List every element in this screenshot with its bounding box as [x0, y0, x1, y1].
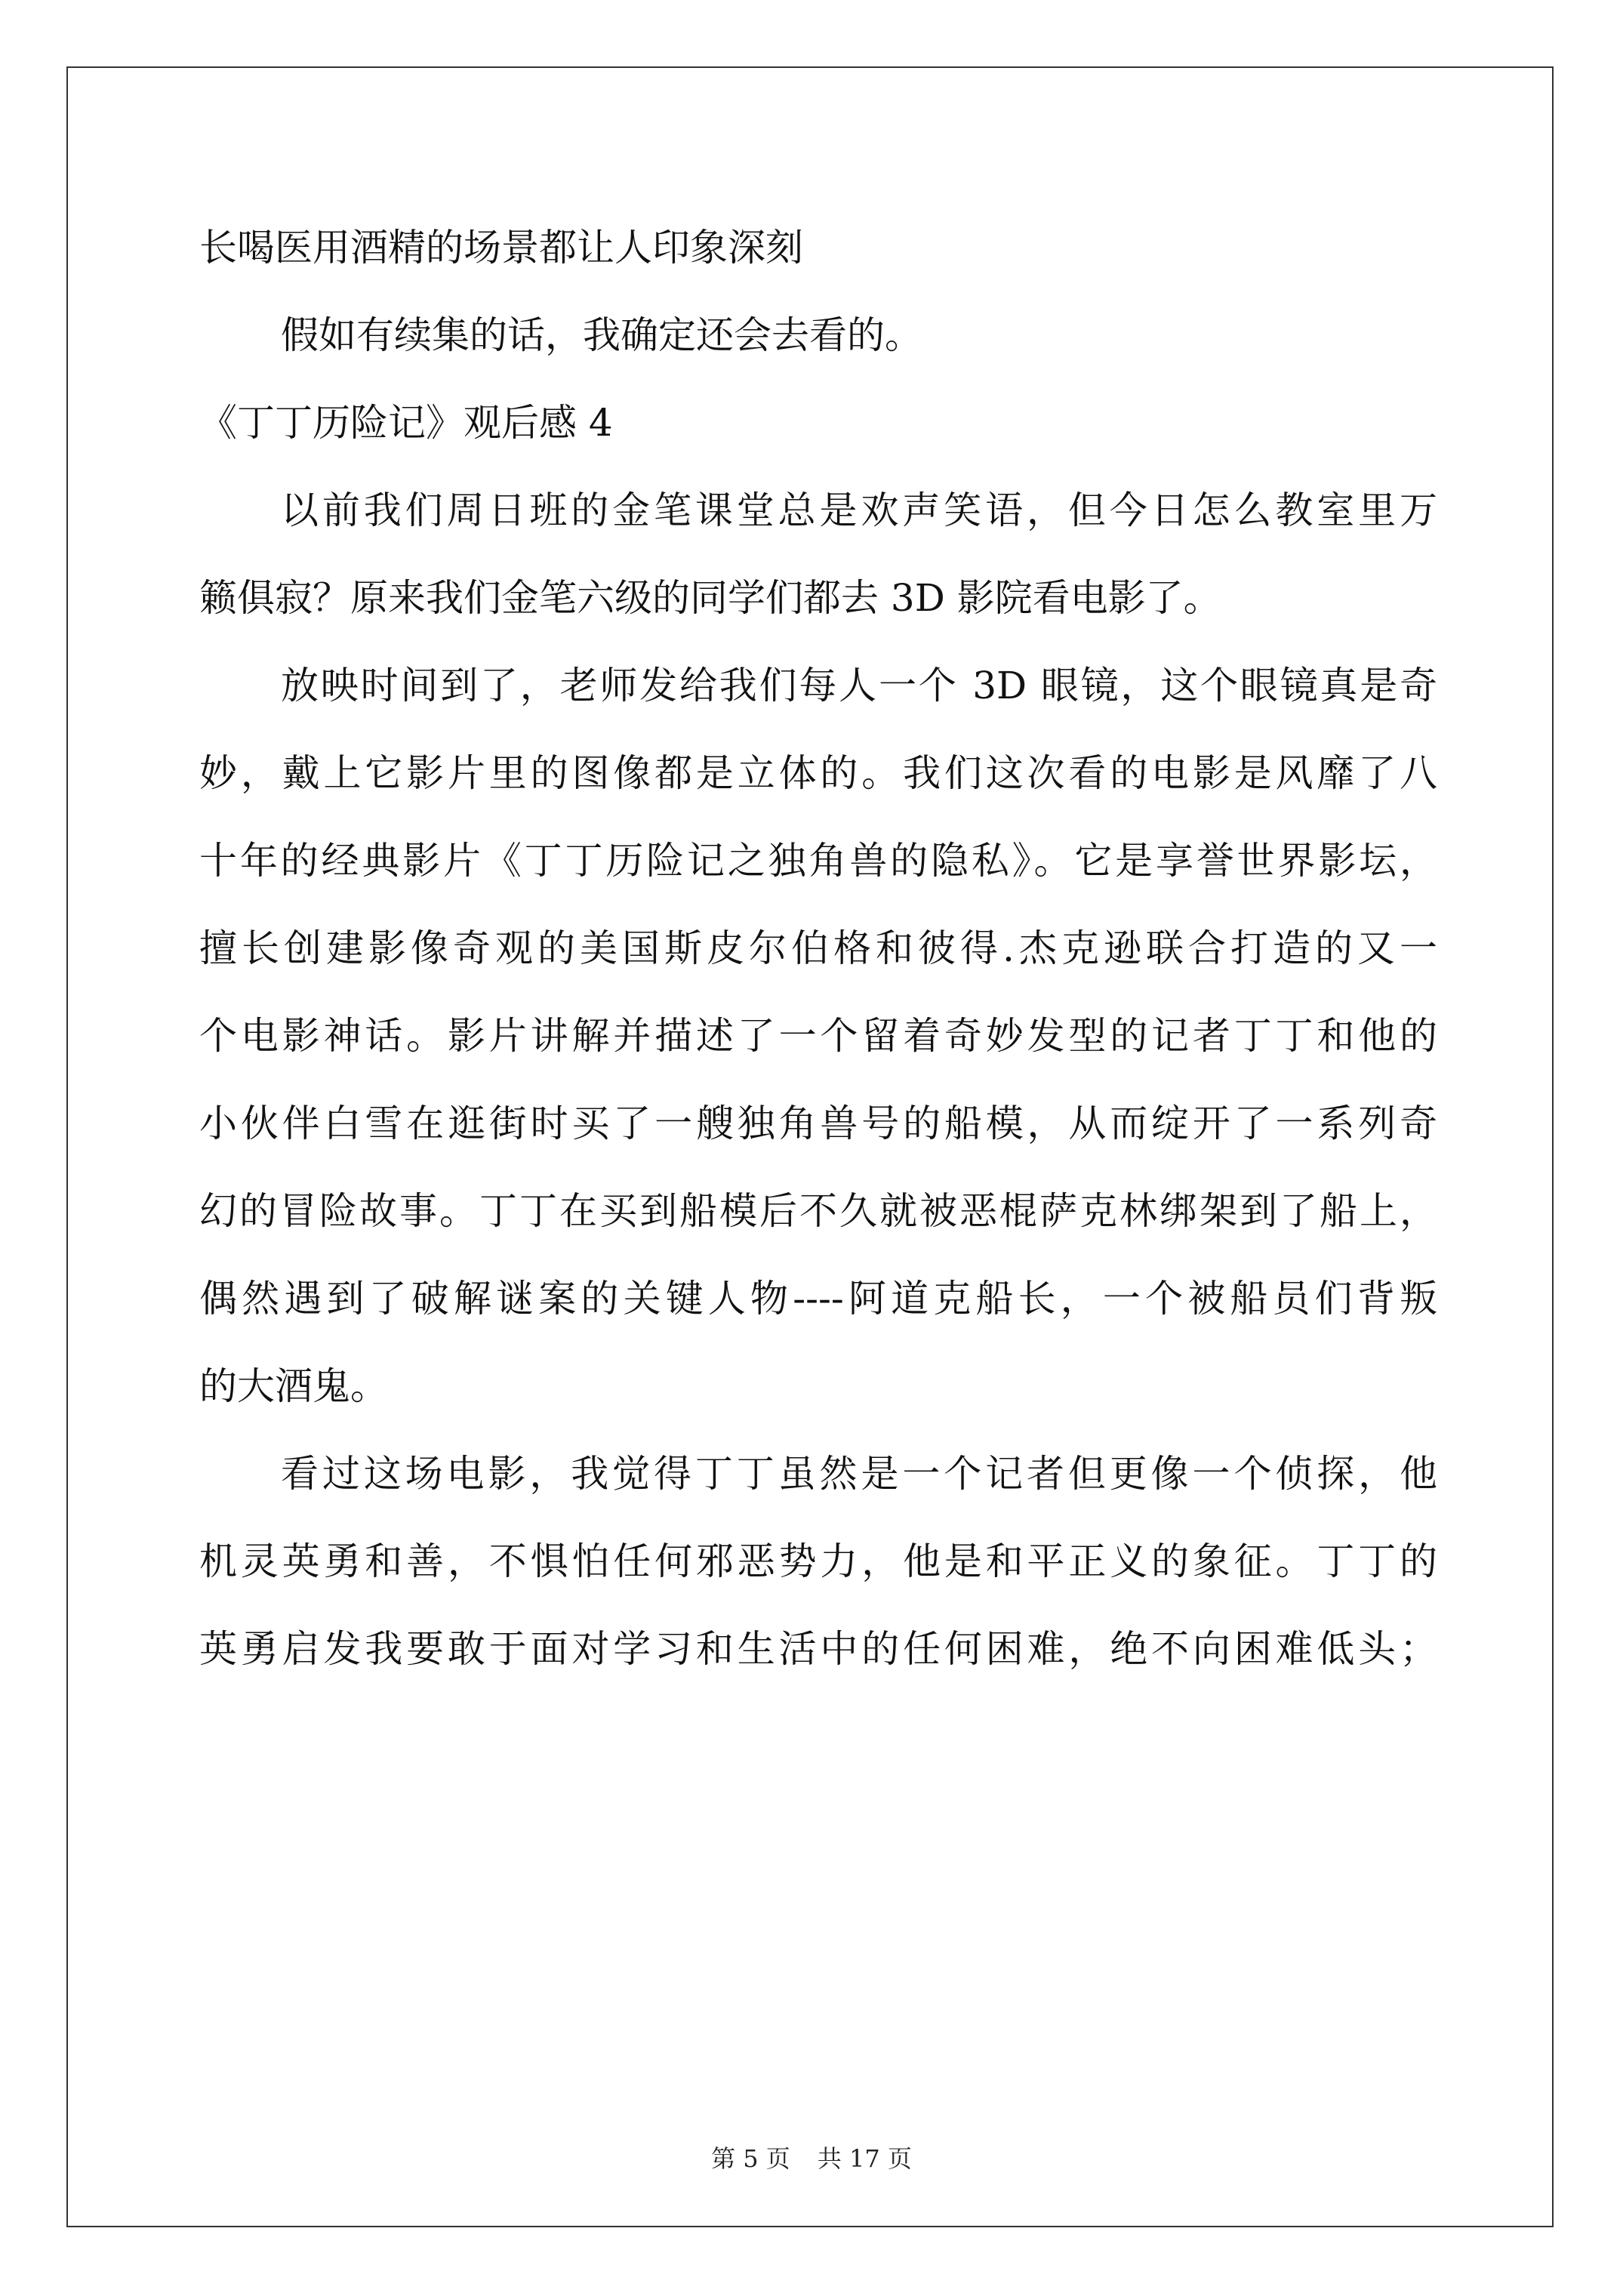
- text-line: 的大酒鬼。: [199, 1364, 388, 1408]
- text-line: 个电影神话。影片讲解并描述了一个留着奇妙发型的记者丁丁和他的: [199, 1014, 1437, 1058]
- text-line: 长喝医用酒精的场景都让人印象深刻: [199, 226, 803, 270]
- text-line: 偶然遇到了破解谜案的关键人物----阿道克船长，一个被船员们背叛: [199, 1277, 1437, 1321]
- page-footer: [0, 2140, 1623, 2174]
- text-line: 机灵英勇和善，不惧怕任何邪恶势力，他是和平正义的象征。丁丁的: [199, 1539, 1437, 1583]
- section-heading: 《丁丁历险记》观后感 4: [199, 401, 613, 445]
- page-number: 第 5 页: [711, 2144, 790, 2173]
- text-line: 小伙伴白雪在逛街时买了一艘独角兽号的船模，从而绽开了一系列奇: [199, 1102, 1437, 1145]
- text-line: 幻的冒险故事。丁丁在买到船模后不久就被恶棍萨克林绑架到了船上，: [199, 1189, 1437, 1233]
- page-total: 共 17 页: [817, 2144, 912, 2173]
- text-line: 以前我们周日班的金笔课堂总是欢声笑语，但今日怎么教室里万: [281, 488, 1437, 532]
- text-line: 籁俱寂？原来我们金笔六级的同学们都去 3D 影院看电影了。: [199, 576, 1221, 620]
- document-body: [199, 204, 1437, 1693]
- text-line: 十年的经典影片《丁丁历险记之独角兽的隐私》。它是享誉世界影坛，: [199, 839, 1437, 883]
- text-line: 假如有续集的话，我确定还会去看的。: [281, 313, 922, 357]
- text-line: 擅长创建影像奇观的美国斯皮尔伯格和彼得.杰克逊联合打造的又一: [199, 926, 1437, 970]
- text-line: 放映时间到了，老师发给我们每人一个 3D 眼镜，这个眼镜真是奇: [281, 664, 1437, 707]
- text-line: 看过这场电影，我觉得丁丁虽然是一个记者但更像一个侦探，他: [281, 1452, 1437, 1496]
- text-line: 妙，戴上它影片里的图像都是立体的。我们这次看的电影是风靡了八: [199, 751, 1437, 795]
- text-line: 英勇启发我要敢于面对学习和生活中的任何困难，绝不向困难低头；: [199, 1627, 1437, 1671]
